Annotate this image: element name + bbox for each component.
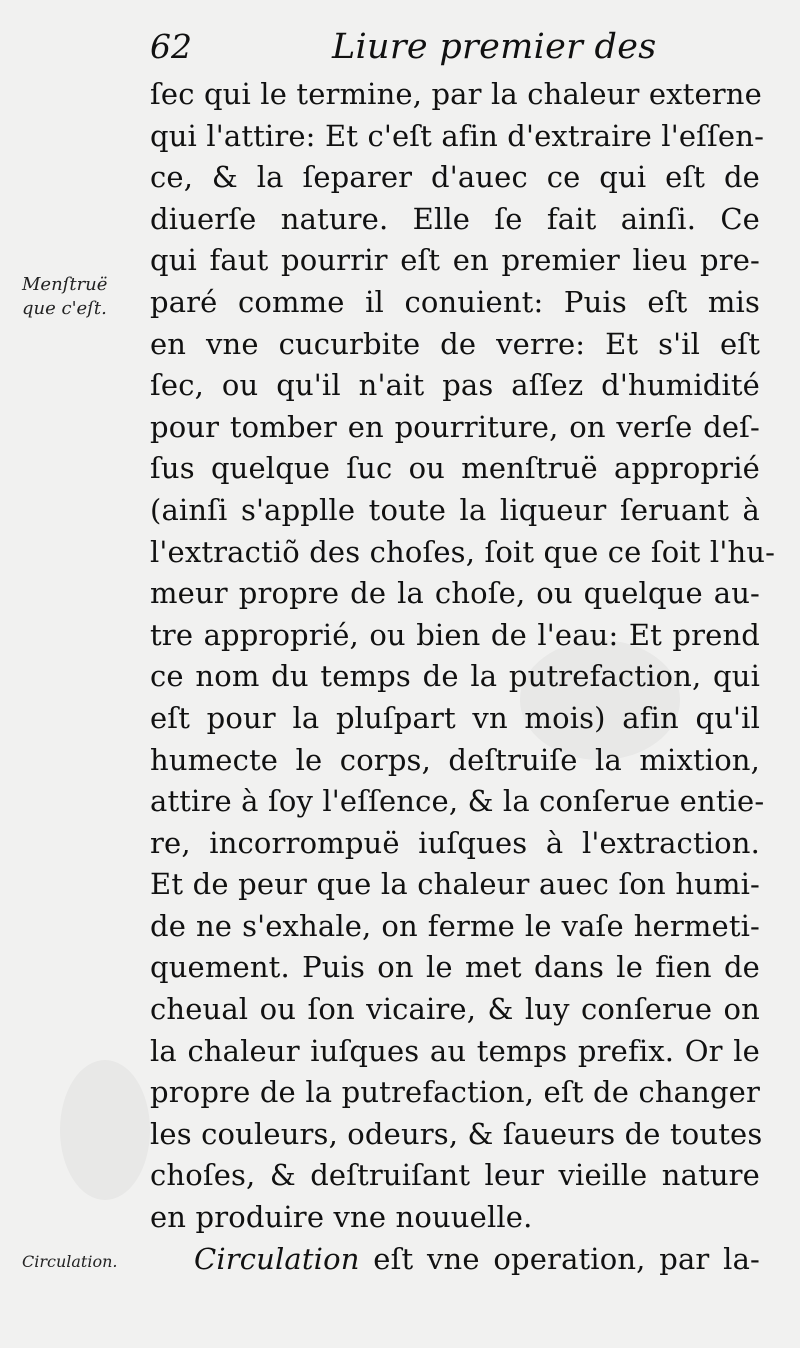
text-line: ſec, ou qu'il n'ait pas aſſez d'humidité bbox=[150, 368, 760, 403]
term-circulation: Circulation bbox=[194, 1241, 360, 1276]
body-text bbox=[150, 74, 776, 1280]
text-line: (ainſi s'applle toute la liqueur ſeruant à bbox=[150, 492, 760, 527]
text-line: propre de la putrefaction, eſt de changer bbox=[150, 1075, 760, 1110]
text-line: de ne s'exhale, on ferme le vaſe hermeti- bbox=[150, 908, 760, 943]
text-line: ce nom du temps de la putrefaction, qui bbox=[150, 659, 760, 694]
text-line: meur propre de la choſe, ou quelque au- bbox=[150, 576, 760, 611]
running-title: Liure premier des bbox=[332, 27, 657, 67]
text-line: en produire vne nouuelle. bbox=[150, 1200, 533, 1235]
text-line: diuerſe nature. Elle ſe fait ainſi. Ce bbox=[150, 201, 760, 236]
text-line: quement. Puis on le met dans le fien de bbox=[150, 950, 760, 985]
page-header bbox=[150, 22, 760, 72]
text-line: cheual ou ſon vicaire, & luy conſerue on bbox=[150, 992, 760, 1027]
text-line: re, incorrompuë iuſques à l'extraction. bbox=[150, 825, 760, 860]
text-line-rest: eſt vne operation, par la- bbox=[359, 1241, 760, 1276]
text-line: qui faut pourrir eſt en premier lieu pre- bbox=[150, 243, 760, 278]
text-line: humecte le corps, deſtruiſe la mixtion, bbox=[150, 742, 760, 777]
text-line: Et de peur que la chaleur auec ſon humi- bbox=[150, 867, 760, 902]
text-line: qui l'attire: Et c'eſt afin d'extraire l'eſſen- bbox=[150, 118, 765, 153]
text-line: les couleurs, odeurs, & ſaueurs de toutes bbox=[150, 1116, 763, 1151]
text-line: ce, & la ſeparer d'auec ce qui eſt de bbox=[150, 160, 760, 195]
text-line: pour tomber en pourriture, on verſe deſ- bbox=[150, 409, 760, 444]
margin-note-circulation: Circulation. bbox=[22, 1252, 118, 1271]
page-number: 62 bbox=[150, 27, 192, 66]
text-line: eſt pour la pluſpart vn mois) afin qu'il bbox=[150, 700, 760, 735]
text-line: paré comme il conuient: Puis eſt mis bbox=[150, 284, 760, 319]
text-line: ſec qui le termine, par la chaleur externe bbox=[150, 77, 762, 111]
text-line: en vne cucurbite de verre: Et s'il eſt bbox=[150, 326, 760, 361]
text-line: choſes, & deſtruiſant leur vieille nature bbox=[150, 1158, 760, 1193]
paper-stain bbox=[60, 1060, 150, 1200]
text-line: tre approprié, ou bien de l'eau: Et prend bbox=[150, 617, 760, 652]
text-line: l'extractiõ des choſes, ſoit que ce ſoit l'hu- bbox=[150, 534, 776, 569]
margin-note-menstrue: Menſtruë que c'eſt. bbox=[22, 274, 108, 319]
text-line-circulation bbox=[150, 1239, 760, 1281]
text-line: attire à ſoy l'eſſence, & la conſerue entie- bbox=[150, 784, 765, 819]
text-line: la chaleur iuſques au temps prefix. Or le bbox=[150, 1033, 760, 1068]
text-line: ſus quelque ſuc ou menſtruë approprié bbox=[150, 451, 760, 486]
